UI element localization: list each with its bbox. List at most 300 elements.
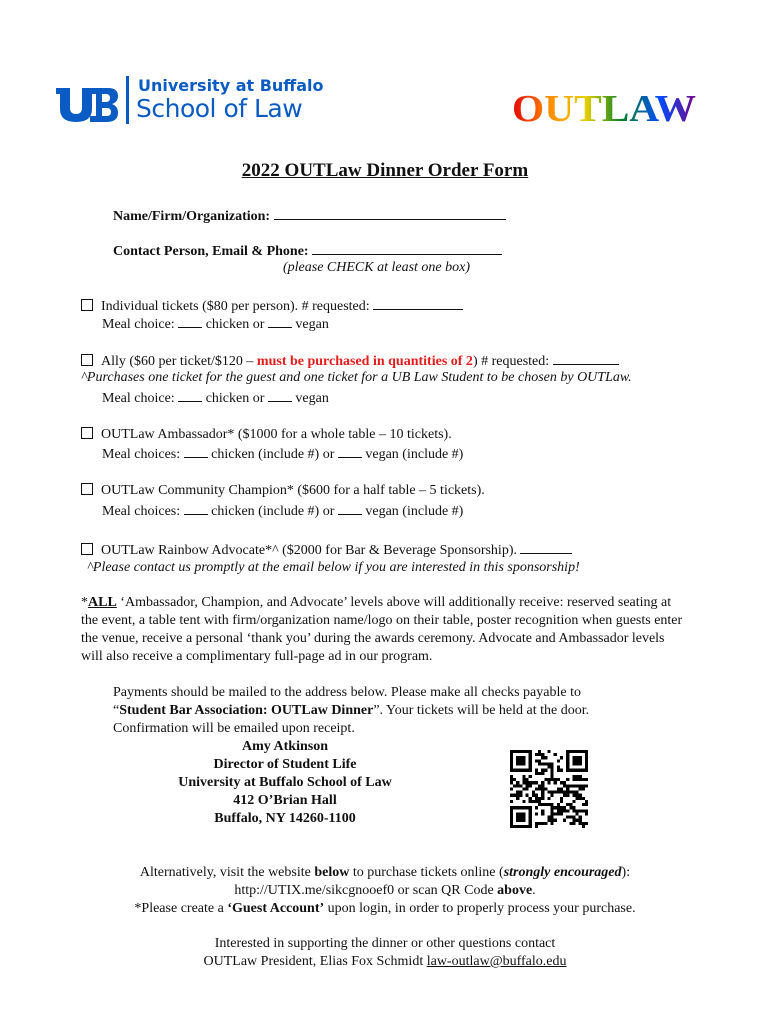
qr-module [579,778,582,781]
qr-module [516,825,519,828]
qr-module [560,781,563,784]
meal-label: Meal choice: [102,317,175,332]
qr-module [582,797,585,800]
qr-module [557,806,560,809]
qr-module [510,781,513,784]
qr-module [579,775,582,778]
qr-module [538,750,541,753]
qr-module [532,794,535,797]
qr-module [541,769,544,772]
qr-module [510,778,513,781]
qr-module [535,759,538,762]
ambassador-label: OUTLaw Ambassador* ($1000 for a whole table – 10 tickets). [101,427,452,442]
contact-field-row [113,241,502,261]
online-text-a: Alternatively, visit the website [139,865,315,880]
ambassador-checkbox[interactable] [81,427,93,439]
qr-module [538,797,541,800]
qr-module [579,822,582,825]
ally-checkbox[interactable] [81,354,93,366]
rainbow-note: ^Please contact us promptly at the email below if you are interested in this sponsorship! [87,560,580,575]
qr-module [522,775,525,778]
qr-module [544,762,547,765]
qr-module [557,812,560,815]
qr-module [519,762,522,765]
qr-module [566,750,569,753]
qr-code[interactable] [510,750,588,828]
champion-label: OUTLaw Community Champion* ($600 for a half table – 5 tickets). [101,483,485,498]
qr-module [538,772,541,775]
qr-module [579,750,582,753]
qr-module [529,784,532,787]
qr-module [547,819,550,822]
qr-module [579,784,582,787]
contact-line1: Interested in supporting the dinner or other questions contact [214,936,556,951]
chicken-blank[interactable] [178,314,202,328]
qr-module [579,797,582,800]
qr-module [547,778,550,781]
online-below: below [314,865,350,880]
qr-module [522,800,525,803]
qr-module [576,809,579,812]
address-city: Buffalo, NY 14260-1100 [214,811,356,826]
qr-module [519,794,522,797]
qr-module [526,825,529,828]
qr-module [547,766,550,769]
ally-meal-row [102,388,329,408]
vegan-label: vegan (include #) [365,504,464,519]
chicken-blank[interactable] [178,388,202,402]
individual-label: Individual tickets ($80 per person). # requested: [101,299,370,314]
name-field-row [113,206,506,226]
qr-module [563,791,566,794]
online-line1 [0,864,770,882]
qr-module [513,769,516,772]
qr-module [513,806,516,809]
rainbow-option [81,540,572,560]
qr-module [526,806,529,809]
contact-president: OUTLaw President, Elias Fox Schmidt [203,954,427,969]
benefits-all: ALL [88,595,117,610]
qr-module [585,800,588,803]
qr-module [535,772,538,775]
qr-module [585,822,588,825]
qr-module [529,812,532,815]
individual-meal-row [102,314,329,334]
qr-module [566,762,569,765]
qr-module [572,756,575,759]
qr-module [576,769,579,772]
qr-module [566,816,569,819]
qr-module [547,816,550,819]
ally-quantity-blank[interactable] [553,351,619,365]
qr-module [513,778,516,781]
qr-module [522,762,525,765]
qr-module [541,803,544,806]
qr-module [585,750,588,753]
qr-module [510,769,513,772]
qr-module [585,778,588,781]
qr-module [566,809,569,812]
online-line3 [0,900,770,918]
qr-module [576,778,579,781]
qr-module [560,797,563,800]
qr-module [582,784,585,787]
payment-line3: Confirmation will be emailed upon receipt. [113,721,355,736]
qr-module [535,794,538,797]
qr-module [522,769,525,772]
ub-school-of-law-logo [56,76,324,126]
qr-module [582,778,585,781]
qr-module [513,794,516,797]
qr-module [519,812,522,815]
qr-module [519,806,522,809]
qr-module [529,756,532,759]
qr-module [529,806,532,809]
qr-module [557,759,560,762]
qr-module [551,816,554,819]
benefits-text: ‘Ambassador, Champion, and Advocate’ levels above will additionally receive: reserved seating at the event, a table tent with firm/organization name/logo on their table, poster recognition when guests enter the venue, receive a personal ‘thank you’ during the awards ceremony. Advocate and Ambassador levels will also receive a complimentary full-page ad in our program. [81,595,683,664]
qr-module [516,762,519,765]
qr-module [544,769,547,772]
rainbow-label: OUTLaw Rainbow Advocate*^ ($2000 for Bar & Beverage Sponsorship). [101,543,517,558]
qr-module [551,772,554,775]
qr-module [551,762,554,765]
address-title: Director of Student Life [213,757,357,772]
qr-module [529,825,532,828]
qr-module [522,787,525,790]
qr-module [529,762,532,765]
qr-module [535,800,538,803]
qr-module [541,772,544,775]
qr-module [554,806,557,809]
chicken-label: chicken or [205,317,265,332]
qr-module [522,819,525,822]
qr-module [510,822,513,825]
qr-module [551,822,554,825]
qr-module [563,784,566,787]
qr-module [529,750,532,753]
qr-module [572,819,575,822]
qr-module [572,800,575,803]
qr-module [510,759,513,762]
qr-module [526,781,529,784]
qr-module [585,756,588,759]
qr-module [560,809,563,812]
qr-module [526,769,529,772]
qr-module [579,769,582,772]
qr-module [535,825,538,828]
qr-module [560,800,563,803]
qr-module [541,797,544,800]
qr-module [569,806,572,809]
qr-module [585,766,588,769]
qr-module [510,766,513,769]
logo-university-name: University at Buffalo [138,76,324,95]
chicken-blank[interactable] [184,444,208,458]
qr-module [582,809,585,812]
qr-module [554,812,557,815]
qr-module [510,825,513,828]
qr-module [529,775,532,778]
qr-module [579,809,582,812]
qr-module [522,756,525,759]
name-field-blank[interactable] [274,206,506,220]
qr-module [551,791,554,794]
qr-module [576,797,579,800]
qr-module [513,825,516,828]
qr-module [516,759,519,762]
qr-module [572,784,575,787]
qr-module [510,806,513,809]
qr-module [538,803,541,806]
qr-module [535,812,538,815]
meal-label: Meal choices: [102,447,181,462]
rainbow-blank[interactable] [520,540,572,554]
qr-module [566,787,569,790]
qr-module [557,778,560,781]
qr-module [551,775,554,778]
qr-module [516,812,519,815]
qr-module [541,794,544,797]
qr-module [513,784,516,787]
payment-line2-text: ”. Your tickets will be held at the door. [373,703,590,718]
vegan-label: vegan [295,391,329,406]
contact-field-label: Contact Person, Email & Phone: [113,244,309,259]
qr-module [563,794,566,797]
qr-module [519,750,522,753]
vegan-label: vegan [295,317,329,332]
qr-module [510,819,513,822]
qr-module [572,806,575,809]
qr-module [544,778,547,781]
qr-module [522,812,525,815]
qr-module [579,759,582,762]
qr-module [510,816,513,819]
online-period: . [532,883,536,898]
outlaw-logo [512,90,698,126]
logo-school-name: School of Law [136,94,303,123]
qr-module [576,784,579,787]
qr-module [554,781,557,784]
qr-module [551,809,554,812]
qr-module [516,797,519,800]
qr-module [529,819,532,822]
qr-module [529,816,532,819]
contact-email-link[interactable]: law-outlaw@buffalo.edu [426,954,567,969]
qr-module [541,784,544,787]
outlaw-logo-text: OUTLAW [512,90,696,126]
qr-module [541,809,544,812]
qr-module [563,781,566,784]
guest-text-a: *Please create a [134,901,228,916]
qr-module [566,753,569,756]
qr-module [579,787,582,790]
qr-module [557,791,560,794]
qr-module [563,806,566,809]
check-note: (please CHECK at least one box) [283,260,471,275]
qr-module [560,756,563,759]
qr-module [544,803,547,806]
qr-module [572,809,575,812]
qr-module [529,822,532,825]
qr-module [541,787,544,790]
qr-module [529,781,532,784]
qr-module [585,784,588,787]
qr-module [582,787,585,790]
ally-quantity-warning: must be purchased in quantities of 2 [256,354,473,369]
qr-module [566,791,569,794]
chicken-label: chicken or [205,391,265,406]
qr-module [519,756,522,759]
champion-option [81,482,485,500]
vegan-blank[interactable] [338,501,362,515]
individual-checkbox[interactable] [81,299,93,311]
qr-module [526,787,529,790]
qr-module [569,816,572,819]
qr-module [582,822,585,825]
qr-module [538,800,541,803]
qr-module [566,794,569,797]
vegan-blank[interactable] [268,388,292,402]
payment-line1: Payments should be mailed to the address below. Please make all checks payable to [113,685,581,700]
qr-module [519,825,522,828]
rainbow-checkbox[interactable] [81,543,93,555]
vegan-blank[interactable] [338,444,362,458]
qr-module [569,822,572,825]
ticket-url[interactable]: http://UTIX.me/sikcgnooef0 or scan QR Code [234,883,498,898]
benefits-star: * [81,595,88,610]
qr-module [535,753,538,756]
qr-module [582,803,585,806]
qr-module [538,759,541,762]
qr-module [554,778,557,781]
qr-module [529,769,532,772]
qr-module [516,816,519,819]
qr-module [519,759,522,762]
qr-module [557,769,560,772]
qr-module [563,809,566,812]
qr-module [572,791,575,794]
qr-module [529,753,532,756]
qr-module [535,787,538,790]
qr-module [582,769,585,772]
qr-module [563,819,566,822]
individual-quantity-blank[interactable] [373,296,463,310]
guest-text-b: upon login, in order to properly process your purchase. [324,901,636,916]
qr-module [541,812,544,815]
qr-module [516,806,519,809]
qr-module [551,766,554,769]
qr-module [576,756,579,759]
ally-label: Ally ($60 per ticket/$120 – [101,354,257,369]
qr-module [541,822,544,825]
quote-open: “ [113,703,120,718]
qr-module [535,769,538,772]
qr-module [519,784,522,787]
qr-module [529,759,532,762]
qr-module [516,756,519,759]
mailing-address [130,738,440,828]
qr-module [576,819,579,822]
qr-module [585,803,588,806]
qr-module [579,794,582,797]
qr-module [576,791,579,794]
ub-monogram-icon [56,88,118,122]
qr-module [529,800,532,803]
qr-module [526,784,529,787]
qr-module [510,750,513,753]
qr-module [572,794,575,797]
qr-module [526,778,529,781]
qr-module [535,822,538,825]
qr-module [572,816,575,819]
qr-module [510,800,513,803]
qr-module [541,791,544,794]
qr-module [510,762,513,765]
qr-module [522,778,525,781]
qr-module [554,791,557,794]
qr-module [560,791,563,794]
address-street: 412 O’Brian Hall [233,793,337,808]
qr-module [572,822,575,825]
qr-module [566,803,569,806]
qr-module [585,809,588,812]
qr-module [579,819,582,822]
ambassador-option [81,426,452,444]
qr-module [551,803,554,806]
qr-module [551,769,554,772]
meal-label: Meal choices: [102,504,181,519]
qr-module [516,791,519,794]
qr-module [519,769,522,772]
online-line2 [0,882,770,900]
qr-module [560,806,563,809]
chicken-blank[interactable] [184,501,208,515]
qr-module [522,825,525,828]
qr-module [510,753,513,756]
qr-module [585,762,588,765]
champion-checkbox[interactable] [81,483,93,495]
contact-field-blank[interactable] [312,241,502,255]
address-org: University at Buffalo School of Law [178,775,392,790]
form-title: 2022 OUTLaw Dinner Order Form [241,160,529,181]
meal-label: Meal choice: [102,391,175,406]
qr-module [510,787,513,790]
payee-name: Student Bar Association: OUTLaw Dinner [119,703,374,718]
qr-module [557,809,560,812]
qr-module [566,778,569,781]
qr-module [569,750,572,753]
qr-module [526,794,529,797]
qr-module [551,812,554,815]
name-field-label: Name/Firm/Organization: [113,209,271,224]
qr-module [510,775,513,778]
qr-module [572,750,575,753]
qr-module [532,791,535,794]
qr-module [557,803,560,806]
qr-module [560,769,563,772]
qr-module [544,822,547,825]
qr-module [516,794,519,797]
qr-module [566,769,569,772]
qr-module [516,769,519,772]
benefits-paragraph [81,594,687,666]
qr-module [579,816,582,819]
qr-module [551,794,554,797]
qr-module [579,762,582,765]
vegan-blank[interactable] [268,314,292,328]
qr-module [541,781,544,784]
